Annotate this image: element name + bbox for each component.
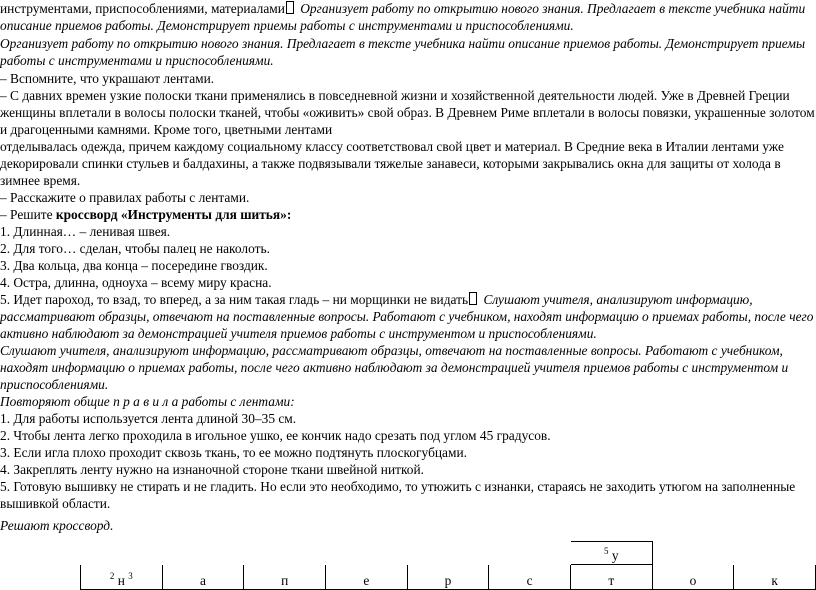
text-line (0, 223, 170, 240)
text-line (0, 308, 813, 325)
text-run: 2. Для того… сделан, чтобы палец не наколоть. (0, 241, 270, 256)
crossword-cell (570, 542, 652, 565)
text-line (0, 478, 795, 495)
text-line (0, 291, 753, 308)
text-line (0, 410, 296, 427)
text-run: кроссворд «Инструменты для шитья»: (55, 207, 292, 222)
text-line (0, 17, 574, 34)
text-run: Слушают учителя, анализируют информацию, (480, 292, 753, 307)
cell-number: 2 (109, 571, 115, 581)
text-run: – Вспомните, что украшают лентами. (0, 71, 215, 86)
text-run: женщины вплетали в волосы полоски тканей, чтобы «оживить» свой образ. В Древнем Риме вплетали в волосы повязки, украшенные золотом (0, 105, 815, 120)
crossword-cell (734, 542, 816, 565)
text-run: – Решите (0, 207, 56, 222)
text-run: рассматривают образцы, отвечают на поставленные вопросы. Работают с учебником, находят информацию о приемах работы, после чего (0, 309, 814, 324)
cell-letter: с (526, 573, 533, 588)
cell-number: 3 (128, 571, 133, 581)
text-run: зимнее время. (0, 173, 81, 188)
text-run: 3. Если игла плохо проходит сквозь ткань, то ее можно подтянуть плоскогубцами. (0, 445, 467, 460)
crossword-cell (489, 542, 571, 565)
text-run: 5. Готовую вышивку не стирать и не гладить. Но если это необходимо, то утюжить с изнанки, стараясь не заходить утюгом на заполненные (0, 479, 796, 494)
cell-letter: о (689, 573, 697, 588)
cell-letter: т (608, 573, 615, 588)
crossword-cell (652, 565, 734, 590)
crossword-cell (244, 542, 326, 565)
text-run: Организует работу по открытию нового знания. Предлагает в тексте учебника найти (296, 1, 806, 16)
text-run: описание приемов работы. Демонстрирует приемы работы с инструментами и приспособлениями. (0, 18, 574, 33)
text-run: 4. Остра, длинна, одноуха – всему миру красна. (0, 275, 272, 290)
text-run: декорировали спинки стульев и балдахины, а также подвязывали тяжелые занавеси, которыми закрывались окна для защиты от холода в (0, 156, 781, 171)
crossword-cell (326, 565, 408, 590)
text-line (0, 495, 110, 512)
text-line (0, 138, 784, 155)
text-run: работы с инструментами и приспособлениями. (0, 53, 274, 68)
text-run: отделывалась одежда, причем каждому социальному классу соответствовал свой цвет и материал. В Средние века в Италии лентами уже (0, 139, 784, 154)
text-run: 1. Длинная… – ленивая швея. (0, 224, 171, 239)
crossword-cell (734, 565, 816, 590)
text-line (0, 104, 815, 121)
text-line (0, 461, 424, 478)
crossword-cell (407, 565, 489, 590)
text-line (0, 359, 788, 376)
text-run: инструментами, приспособлениями, материалами (0, 1, 285, 16)
text-line (0, 376, 108, 393)
text-run: находят информацию о приемах работы, после чего активно наблюдают за демонстрацией учителя приемов работы с инструментом и (0, 360, 789, 375)
cell-letter: р (444, 573, 452, 588)
text-run: Решают кроссворд. (0, 518, 114, 533)
crossword-grid (80, 541, 816, 590)
crossword-cell (81, 542, 163, 565)
crossword-cell (162, 565, 244, 590)
crossword-cell (326, 542, 408, 565)
crossword-cell (81, 565, 163, 590)
cell-letter: п (281, 573, 289, 588)
crossword-cell (162, 542, 244, 565)
cell-letter: н (117, 573, 125, 588)
cell-letter: к (771, 573, 778, 588)
text-line (0, 52, 274, 69)
placeholder-box-icon (286, 1, 294, 14)
text-run: приспособлениями. (0, 377, 109, 392)
text-line (0, 206, 291, 223)
text-run: – Расскажите о правилах работы с лентами. (0, 190, 250, 205)
text-line (0, 121, 332, 138)
cell-letter: у (611, 548, 619, 563)
text-run: 3. Два кольца, два конца – посередине гвоздик. (0, 258, 268, 273)
text-line (0, 325, 597, 342)
crossword-cell (244, 565, 326, 590)
text-run: вышивкой области. (0, 496, 111, 511)
text-line (0, 189, 249, 206)
text-run: и драгоценными камнями. Кроме того, цветными лентами (0, 122, 333, 137)
text-run: 4. Закреплять ленту нужно на изнаночной стороне ткани швейной ниткой. (0, 462, 425, 477)
text-line (0, 342, 783, 359)
text-run: Организует работу по открытию нового знания. Предлагает в тексте учебника найти описание приемов работы. Демонстрирует приемы (0, 36, 806, 51)
text-run: 1. Для работы используется лента длиной 30–35 см. (0, 411, 297, 426)
cell-letter: е (363, 573, 370, 588)
text-line (0, 393, 295, 410)
text-line (0, 274, 272, 291)
text-line (0, 172, 80, 189)
crossword-cell (652, 542, 734, 565)
text-line (0, 257, 268, 274)
placeholder-box-icon (469, 292, 477, 305)
text-line (0, 155, 781, 172)
text-line (0, 0, 805, 17)
text-run: 5. Идет пароход, то взад, то вперед, а за ним такая гладь – ни морщинки не видать (0, 292, 469, 307)
crossword-cell (407, 542, 489, 565)
text-line (0, 427, 551, 444)
crossword-cell (489, 565, 571, 590)
text-line (0, 517, 113, 534)
text-line (0, 70, 214, 87)
crossword-cell (570, 565, 652, 590)
text-line (0, 444, 467, 461)
text-run: 2. Чтобы лента легко проходила в игольное ушко, ее кончик надо срезать под углом 45 градусов. (0, 428, 551, 443)
text-line (0, 87, 790, 104)
text-line (0, 35, 805, 52)
text-run: Слушают учителя, анализируют информацию, рассматривают образцы, отвечают на поставленные вопросы. Работают с учебником, (0, 343, 783, 358)
cell-number: 5 (604, 546, 609, 556)
text-run: активно наблюдают за демонстрацией учителя приемов работы с инструментом и приспособлениями. (0, 326, 597, 341)
crossword-row (81, 565, 816, 590)
cell-letter: а (200, 573, 206, 588)
text-line (0, 240, 270, 257)
text-run: – С давних времен узкие полоски ткани применялись в повседневной жизни и хозяйственной деятельности людей. Уже в Древней Греции (0, 88, 790, 103)
text-run: Повторяют общие п р а в и л а работы с лентами: (0, 394, 295, 409)
crossword-row (81, 542, 816, 565)
